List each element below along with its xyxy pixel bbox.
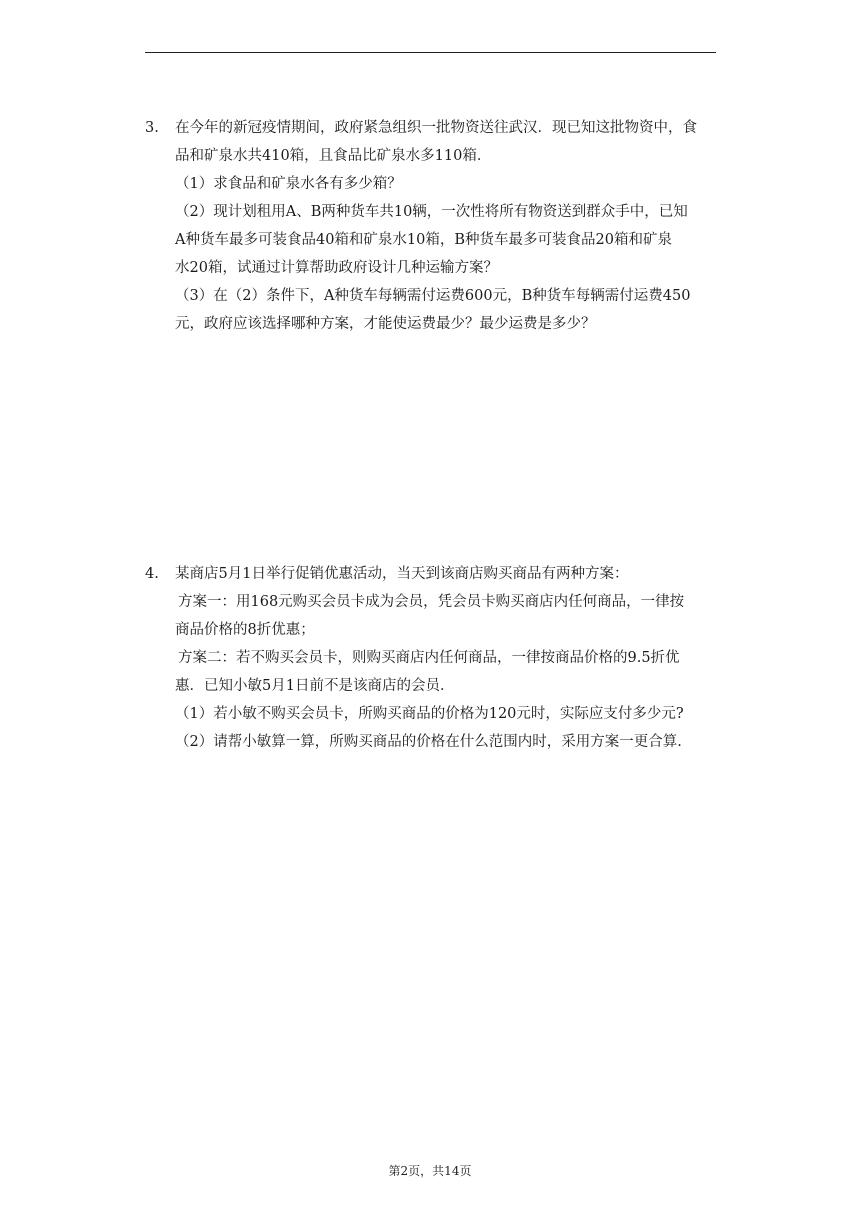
question-text: 元，政府应该选择哪种方案，才能使运费最少？最少运费是多少？: [175, 316, 596, 332]
plan-one-text: 方案一：用168元购买会员卡成为会员，凭会员卡购买商店内任何商品，一律按: [178, 594, 685, 610]
question-4: [145, 562, 725, 758]
question-number: 4.: [145, 566, 159, 582]
question-text: 商品价格的8折优惠；: [175, 622, 315, 638]
question-line: [145, 200, 725, 228]
sub-question-3: （3）在（2）条件下，A种货车每辆需付运费600元，B种货车每辆需付运费450: [175, 288, 691, 304]
question-text: 惠．已知小敏5月1日前不是该商店的会员．: [175, 678, 455, 694]
question-text: 水20箱，试通过计算帮助政府设计几种运输方案？: [175, 260, 498, 276]
question-line: [145, 646, 725, 674]
question-line: [145, 172, 725, 200]
question-line: [145, 312, 725, 340]
question-line: [145, 702, 725, 730]
page-footer: 第2页，共14页: [388, 1164, 472, 1178]
question-text: 某商店5月1日举行促销优惠活动，当天到该商店购买商品有两种方案：: [175, 566, 629, 582]
sub-question-2: （2）请帮小敏算一算，所购买商品的价格在什么范围内时，采用方案一更合算.: [175, 734, 682, 750]
sub-question-2: （2）现计划租用A、B两种货车共10辆，一次性将所有物资送到群众手中，已知: [175, 204, 688, 220]
header-rule: [145, 52, 716, 53]
question-line: [145, 228, 725, 256]
question-3: [145, 116, 725, 340]
question-line: [145, 730, 725, 758]
question-line: [145, 256, 725, 284]
question-line: [145, 590, 725, 618]
question-line: [145, 144, 725, 172]
question-line: [145, 674, 725, 702]
sub-question-1: （1）求食品和矿泉水各有多少箱？: [175, 176, 402, 192]
question-number: 3.: [145, 120, 159, 136]
question-line: [145, 618, 725, 646]
question-line: [145, 116, 725, 144]
question-line: [145, 284, 725, 312]
plan-two-text: 方案二：若不购买会员卡，则购买商店内任何商品，一律按商品价格的9.5折优: [178, 650, 680, 666]
question-text: 在今年的新冠疫情期间，政府紧急组织一批物资送往武汉．现已知这批物资中，食: [175, 120, 697, 136]
question-text: 品和矿泉水共410箱，且食品比矿泉水多110箱．: [175, 148, 492, 164]
question-text: A种货车最多可装食品40箱和矿泉水10箱，B种货车最多可装食品20箱和矿泉: [175, 232, 672, 248]
question-line: [145, 562, 725, 590]
sub-question-1: （1）若小敏不购买会员卡，所购买商品的价格为120元时，实际应支付多少元?: [175, 706, 684, 722]
